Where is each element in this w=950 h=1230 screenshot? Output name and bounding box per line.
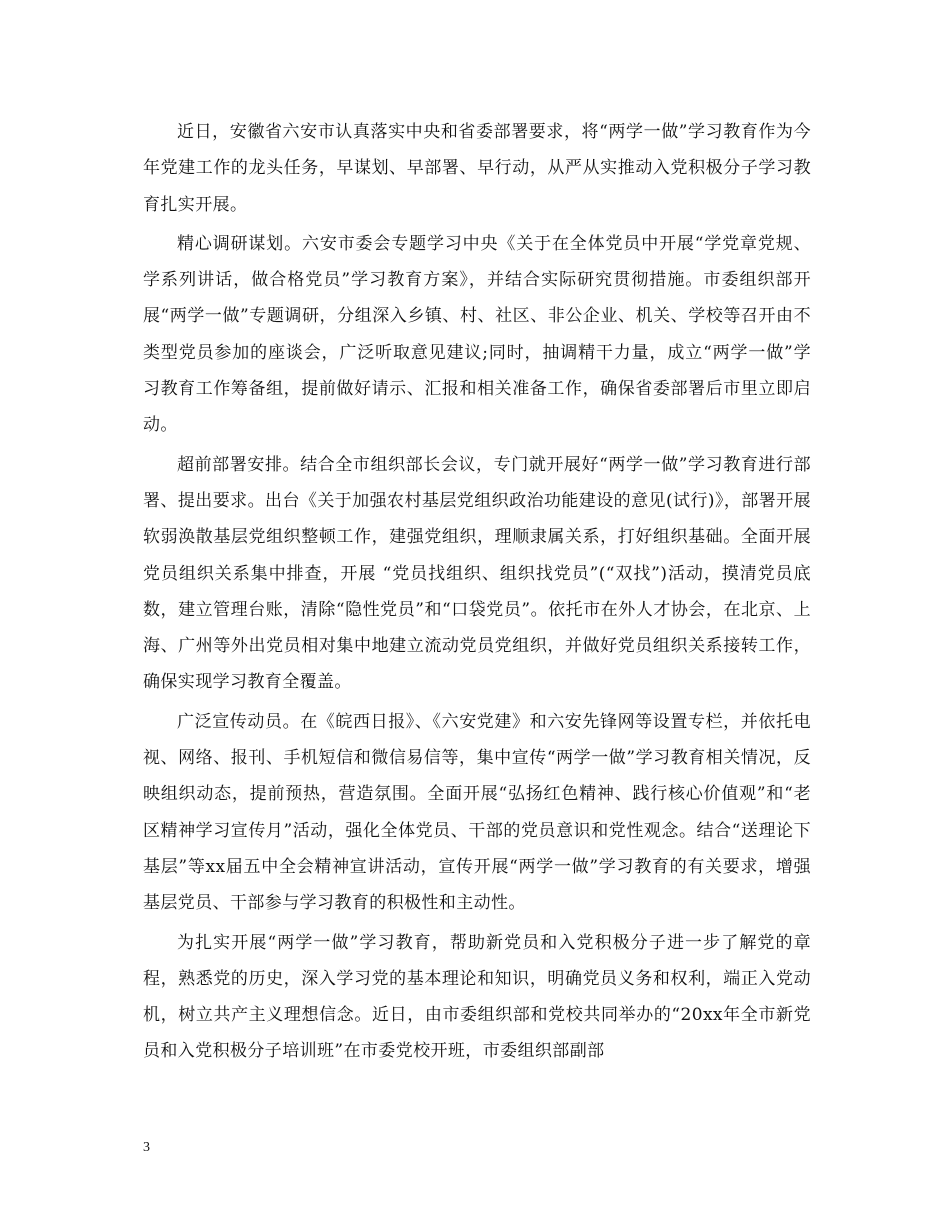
document-body: [143, 114, 811, 1073]
paragraph-publicity: 广泛宣传动员。在《皖西日报》、《六安党建》和六安先锋网等设置专栏，并依托电视、网络、报刊、手机短信和微信易信等，集中宣传“两学一做”学习教育相关情况，反映组织动态，提前预热，营造氛围。全面开展“弘扬红色精神、践行核心价值观”和“老区精神学习宣传月”活动，强化全体党员、干部的党员意识和党性观念。结合“送理论下基层”等xx届五中全会精神宣讲活动，宣传开展“两学一做”学习教育的有关要求，增强基层党员、干部参与学习教育的积极性和主动性。: [143, 711, 811, 914]
paragraph-training-class: 为扎实开展“两学一做”学习教育，帮助新党员和入党积极分子进一步了解党的章程，熟悉党的历史，深入学习党的基本理论和知识，明确党员义务和权利，端正入党动机，树立共产主义理想信念。近日，由市委组织部和党校共同举办的“20xx年全市新党员和入党积极分子培训班”在市委党校开班，市委组织部副部: [143, 932, 811, 1062]
paragraph-intro: 近日，安徽省六安市认真落实中央和省委部署要求，将“两学一做”学习教育作为今年党建工作的龙头任务，早谋划、早部署、早行动，从严从实推动入党积极分子学习教育扎实开展。: [143, 122, 811, 215]
page-number: 3: [143, 1140, 150, 1155]
paragraph-research-planning: 精心调研谋划。六安市委会专题学习中央《关于在全体党员中开展“学党章党规、学系列讲话，做合格党员”学习教育方案》，并结合实际研究贯彻措施。市委组织部开展“两学一做”专题调研，分组深入乡镇、村、社区、非公企业、机关、学校等召开由不类型党员参加的座谈会，广泛听取意见建议;同时，抽调精干力量，成立“两学一做”学习教育工作筹备组，提前做好请示、汇报和相关准备工作，确保省委部署后市里立即启动。: [143, 233, 811, 436]
paragraph-advance-deployment: 超前部署安排。结合全市组织部长会议，专门就开展好“两学一做”学习教育进行部署、提出要求。出台《关于加强农村基层党组织政治功能建设的意见(试行)》，部署开展软弱涣散基层党组织整顿工作，建强党组织，理顺隶属关系，打好组织基础。全面开展党员组织关系集中排查，开展 “党员找组织、组织找党员”(“双找”)活动，摸清党员底数，建立管理台账，清除“隐性党员”和“口袋党员”。依托市在外人才协会，在北京、上海、广州等外出党员相对集中地建立流动党员党组织，并做好党员组织关系接转工作，确保实现学习教育全覆盖。: [143, 454, 811, 693]
